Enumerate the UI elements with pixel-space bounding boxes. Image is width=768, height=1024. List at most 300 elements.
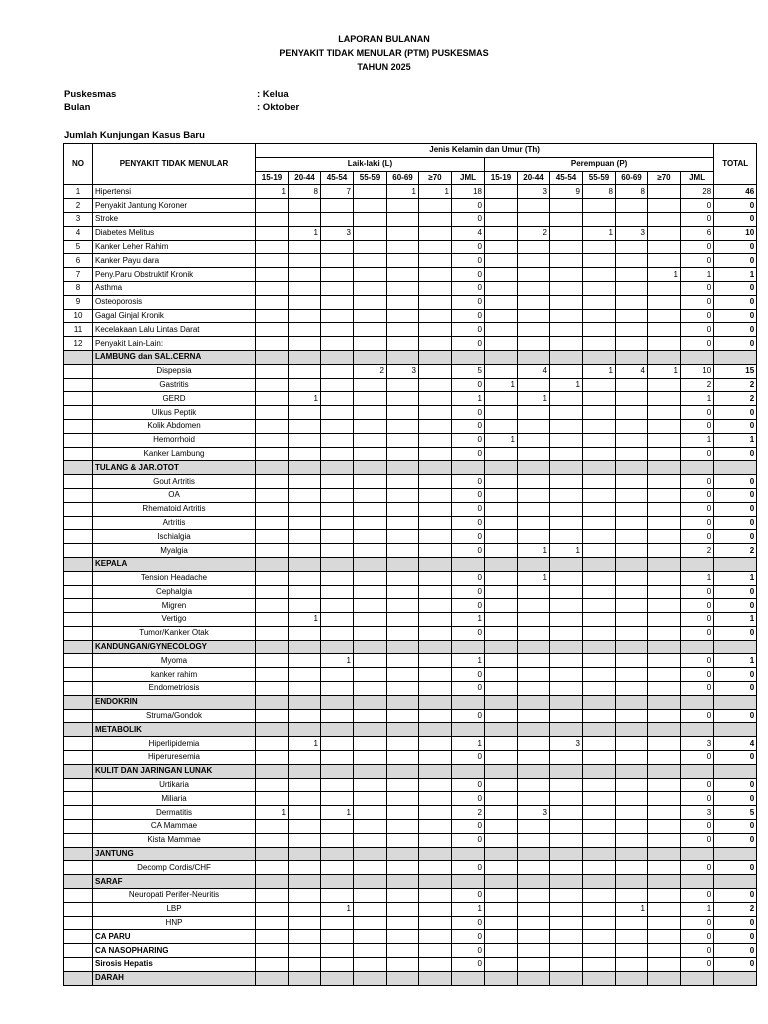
female-count-cell xyxy=(485,185,518,199)
female-count-cell xyxy=(648,585,681,599)
female-count-cell xyxy=(550,212,583,226)
female-count-cell xyxy=(616,654,648,668)
female-count-cell xyxy=(616,557,648,571)
female-count-cell: 0 xyxy=(681,820,714,834)
male-count-cell xyxy=(256,668,289,682)
male-count-cell xyxy=(387,668,419,682)
male-count-cell xyxy=(289,585,321,599)
female-count-cell xyxy=(616,792,648,806)
age-col-male: 15-19 xyxy=(256,171,289,185)
female-count-cell xyxy=(550,226,583,240)
female-count-cell xyxy=(550,350,583,364)
male-count-cell xyxy=(321,461,354,475)
total-cell: 2 xyxy=(714,902,757,916)
female-count-cell xyxy=(550,502,583,516)
age-col-male: 60-69 xyxy=(387,171,419,185)
female-count-cell: 0 xyxy=(681,406,714,420)
male-count-cell xyxy=(321,709,354,723)
female-count-cell xyxy=(518,502,550,516)
disease-name: kanker rahim xyxy=(93,668,256,682)
female-count-cell xyxy=(648,544,681,558)
male-count-cell xyxy=(354,682,387,696)
total-cell: 0 xyxy=(714,585,757,599)
female-count-cell xyxy=(518,682,550,696)
female-count-cell xyxy=(550,833,583,847)
male-count-cell: 3 xyxy=(387,364,419,378)
disease-name: Sirosis Hepatis xyxy=(93,958,256,972)
age-col-female: ≥70 xyxy=(648,171,681,185)
total-cell: 0 xyxy=(714,916,757,930)
female-count-cell xyxy=(518,281,550,295)
female-count-cell xyxy=(485,488,518,502)
male-count-cell xyxy=(289,212,321,226)
female-count-cell xyxy=(485,654,518,668)
female-count-cell xyxy=(485,806,518,820)
female-count-cell xyxy=(518,309,550,323)
male-count-cell xyxy=(321,295,354,309)
female-count-cell: 1 xyxy=(616,902,648,916)
male-count-cell xyxy=(419,488,452,502)
female-count-cell xyxy=(485,847,518,861)
male-count-cell: 0 xyxy=(452,544,485,558)
disease-name: Endometriosis xyxy=(93,682,256,696)
row-no xyxy=(64,764,93,778)
male-count-cell xyxy=(321,930,354,944)
total-cell: 10 xyxy=(714,226,757,240)
male-count-cell: 1 xyxy=(321,654,354,668)
table-row xyxy=(64,254,757,268)
table-row xyxy=(64,889,757,903)
male-count-cell xyxy=(354,958,387,972)
table-row xyxy=(64,516,757,530)
male-count-cell xyxy=(289,695,321,709)
male-count-cell xyxy=(321,268,354,282)
male-count-cell: 1 xyxy=(256,806,289,820)
female-count-cell xyxy=(616,254,648,268)
female-count-cell xyxy=(616,212,648,226)
male-count-cell xyxy=(256,406,289,420)
category-row xyxy=(64,695,757,709)
female-count-cell xyxy=(550,406,583,420)
male-count-cell xyxy=(321,778,354,792)
female-count-cell: 0 xyxy=(681,530,714,544)
female-count-cell xyxy=(518,475,550,489)
female-count-cell xyxy=(583,640,616,654)
disease-name: Penyakit Jantung Koroner xyxy=(93,199,256,213)
female-count-cell xyxy=(616,240,648,254)
male-count-cell xyxy=(387,847,419,861)
female-count-cell xyxy=(681,350,714,364)
male-count-cell xyxy=(419,902,452,916)
female-count-cell xyxy=(550,516,583,530)
male-count-cell xyxy=(419,337,452,351)
female-count-cell: 0 xyxy=(681,654,714,668)
male-count-cell xyxy=(289,323,321,337)
female-count-cell: 1 xyxy=(648,268,681,282)
female-count-cell xyxy=(485,613,518,627)
female-count-cell xyxy=(583,723,616,737)
table-row xyxy=(64,806,757,820)
female-count-cell: 9 xyxy=(550,185,583,199)
female-count-cell xyxy=(550,613,583,627)
total-cell: 0 xyxy=(714,626,757,640)
table-row xyxy=(64,682,757,696)
female-count-cell xyxy=(583,916,616,930)
male-count-cell xyxy=(354,613,387,627)
row-no xyxy=(64,419,93,433)
report-title-line-1: LAPORAN BULANAN xyxy=(338,34,430,44)
female-count-cell: 3 xyxy=(518,806,550,820)
total-cell: 0 xyxy=(714,323,757,337)
age-col-female: 15-19 xyxy=(485,171,518,185)
row-no xyxy=(64,613,93,627)
female-count-cell xyxy=(550,958,583,972)
male-count-cell xyxy=(354,640,387,654)
female-count-cell xyxy=(583,461,616,475)
male-count-cell xyxy=(452,557,485,571)
female-count-cell xyxy=(616,723,648,737)
female-count-cell xyxy=(616,268,648,282)
male-count-cell xyxy=(256,944,289,958)
male-count-cell xyxy=(419,281,452,295)
male-count-cell xyxy=(354,861,387,875)
male-count-cell: 1 xyxy=(289,613,321,627)
male-count-cell xyxy=(354,337,387,351)
male-count-cell xyxy=(419,392,452,406)
total-cell: 0 xyxy=(714,309,757,323)
male-count-cell xyxy=(256,364,289,378)
male-count-cell xyxy=(256,281,289,295)
male-count-cell: 0 xyxy=(452,682,485,696)
male-count-cell xyxy=(289,902,321,916)
female-count-cell xyxy=(518,737,550,751)
female-count-cell xyxy=(648,902,681,916)
male-count-cell: 5 xyxy=(452,364,485,378)
male-count-cell xyxy=(452,640,485,654)
male-count-cell xyxy=(256,695,289,709)
female-count-cell: 0 xyxy=(681,447,714,461)
female-count-cell: 0 xyxy=(681,709,714,723)
male-count-cell xyxy=(321,337,354,351)
female-count-cell: 28 xyxy=(681,185,714,199)
female-count-cell xyxy=(518,751,550,765)
male-count-cell xyxy=(289,778,321,792)
male-count-cell xyxy=(354,695,387,709)
row-no: 7 xyxy=(64,268,93,282)
total-cell xyxy=(714,764,757,778)
table-row xyxy=(64,185,757,199)
male-count-cell xyxy=(289,337,321,351)
row-no xyxy=(64,475,93,489)
male-count-cell xyxy=(289,820,321,834)
female-count-cell xyxy=(648,889,681,903)
male-count-cell xyxy=(387,778,419,792)
total-cell: 1 xyxy=(714,268,757,282)
female-count-cell xyxy=(583,944,616,958)
male-count-cell xyxy=(256,833,289,847)
female-count-cell xyxy=(648,516,681,530)
row-no xyxy=(64,626,93,640)
row-no xyxy=(64,516,93,530)
female-count-cell xyxy=(485,833,518,847)
table-row xyxy=(64,599,757,613)
female-count-cell: 0 xyxy=(681,668,714,682)
male-count-cell xyxy=(256,930,289,944)
male-count-cell: 0 xyxy=(452,820,485,834)
disease-name: Artritis xyxy=(93,516,256,530)
male-count-cell xyxy=(387,323,419,337)
row-no xyxy=(64,958,93,972)
male-count-cell xyxy=(354,392,387,406)
total-cell xyxy=(714,847,757,861)
row-no xyxy=(64,916,93,930)
female-count-cell: 1 xyxy=(518,544,550,558)
total-cell: 0 xyxy=(714,475,757,489)
female-count-cell xyxy=(616,406,648,420)
male-count-cell xyxy=(289,364,321,378)
disease-name: Diabetes Melitus xyxy=(93,226,256,240)
male-count-cell xyxy=(419,557,452,571)
female-count-cell xyxy=(648,778,681,792)
female-count-cell xyxy=(485,530,518,544)
female-count-cell xyxy=(681,461,714,475)
female-count-cell: 0 xyxy=(681,419,714,433)
table-row xyxy=(64,378,757,392)
female-count-cell xyxy=(550,930,583,944)
male-count-cell xyxy=(256,737,289,751)
male-count-cell xyxy=(289,599,321,613)
female-count-cell xyxy=(648,668,681,682)
female-count-cell xyxy=(485,461,518,475)
row-no xyxy=(64,488,93,502)
disease-name: OA xyxy=(93,488,256,502)
male-count-cell: 1 xyxy=(289,226,321,240)
male-count-cell xyxy=(321,350,354,364)
male-count-cell xyxy=(289,502,321,516)
total-cell: 0 xyxy=(714,833,757,847)
female-count-cell xyxy=(583,902,616,916)
disease-name: Kanker Payu dara xyxy=(93,254,256,268)
female-count-cell xyxy=(583,682,616,696)
male-count-cell xyxy=(256,902,289,916)
female-count-cell xyxy=(583,626,616,640)
disease-name: Rhematoid Artritis xyxy=(93,502,256,516)
male-count-cell xyxy=(354,406,387,420)
female-count-cell xyxy=(518,668,550,682)
female-count-cell: 1 xyxy=(681,902,714,916)
male-count-cell xyxy=(256,350,289,364)
female-count-cell xyxy=(485,268,518,282)
male-count-cell: 1 xyxy=(452,654,485,668)
female-count-cell xyxy=(681,723,714,737)
male-count-cell xyxy=(387,212,419,226)
male-count-cell xyxy=(256,723,289,737)
female-count-cell xyxy=(583,930,616,944)
male-count-cell xyxy=(419,682,452,696)
category-name: LAMBUNG dan SAL.CERNA xyxy=(93,350,256,364)
male-count-cell: 0 xyxy=(452,916,485,930)
male-count-cell xyxy=(321,488,354,502)
male-count-cell xyxy=(289,516,321,530)
table-row xyxy=(64,406,757,420)
table-row xyxy=(64,792,757,806)
total-cell: 0 xyxy=(714,889,757,903)
table-row xyxy=(64,571,757,585)
male-count-cell: 0 xyxy=(452,626,485,640)
report-title-line-2: PENYAKIT TIDAK MENULAR (PTM) PUSKESMAS xyxy=(279,48,489,58)
header-male: Laik-laki (L) xyxy=(256,157,485,171)
table-row xyxy=(64,944,757,958)
age-col-male: 20-44 xyxy=(289,171,321,185)
male-count-cell xyxy=(256,751,289,765)
male-count-cell xyxy=(354,268,387,282)
male-count-cell xyxy=(452,695,485,709)
male-count-cell xyxy=(419,668,452,682)
male-count-cell xyxy=(321,682,354,696)
row-no xyxy=(64,778,93,792)
female-count-cell xyxy=(583,709,616,723)
male-count-cell: 4 xyxy=(452,226,485,240)
female-count-cell xyxy=(518,833,550,847)
male-count-cell xyxy=(256,475,289,489)
table-row xyxy=(64,751,757,765)
disease-name: Urtikaria xyxy=(93,778,256,792)
category-name: KANDUNGAN/GYNECOLOGY xyxy=(93,640,256,654)
male-count-cell: 0 xyxy=(452,585,485,599)
male-count-cell xyxy=(256,530,289,544)
male-count-cell xyxy=(289,544,321,558)
category-row xyxy=(64,723,757,737)
disease-name: Asthma xyxy=(93,281,256,295)
female-count-cell: 0 xyxy=(681,254,714,268)
female-count-cell xyxy=(518,406,550,420)
table-row xyxy=(64,530,757,544)
female-count-cell xyxy=(648,530,681,544)
male-count-cell xyxy=(289,792,321,806)
female-count-cell xyxy=(550,875,583,889)
table-row xyxy=(64,392,757,406)
row-no xyxy=(64,737,93,751)
female-count-cell xyxy=(583,654,616,668)
row-no xyxy=(64,406,93,420)
male-count-cell xyxy=(321,254,354,268)
male-count-cell xyxy=(387,682,419,696)
male-count-cell: 0 xyxy=(452,488,485,502)
female-count-cell xyxy=(648,309,681,323)
male-count-cell xyxy=(256,626,289,640)
female-count-cell: 8 xyxy=(616,185,648,199)
female-count-cell xyxy=(518,723,550,737)
female-count-cell xyxy=(616,599,648,613)
male-count-cell: 0 xyxy=(452,833,485,847)
male-count-cell xyxy=(452,847,485,861)
male-count-cell xyxy=(387,833,419,847)
male-count-cell xyxy=(354,185,387,199)
female-count-cell xyxy=(616,447,648,461)
female-count-cell xyxy=(648,847,681,861)
male-count-cell xyxy=(419,447,452,461)
male-count-cell xyxy=(387,488,419,502)
female-count-cell: 3 xyxy=(518,185,550,199)
male-count-cell xyxy=(387,958,419,972)
female-count-cell: 0 xyxy=(681,833,714,847)
female-count-cell xyxy=(550,268,583,282)
header-total: TOTAL xyxy=(714,144,757,185)
male-count-cell: 1 xyxy=(419,185,452,199)
male-count-cell xyxy=(387,502,419,516)
male-count-cell xyxy=(419,502,452,516)
male-count-cell xyxy=(256,516,289,530)
female-count-cell xyxy=(583,516,616,530)
male-count-cell xyxy=(321,861,354,875)
female-count-cell xyxy=(583,309,616,323)
male-count-cell xyxy=(321,571,354,585)
table-row xyxy=(64,613,757,627)
female-count-cell: 1 xyxy=(681,268,714,282)
total-cell: 2 xyxy=(714,378,757,392)
female-count-cell xyxy=(616,585,648,599)
male-count-cell xyxy=(256,378,289,392)
header-no: NO xyxy=(64,144,93,185)
female-count-cell xyxy=(518,861,550,875)
male-count-cell xyxy=(452,350,485,364)
total-cell: 0 xyxy=(714,254,757,268)
male-count-cell xyxy=(419,958,452,972)
male-count-cell xyxy=(387,281,419,295)
total-cell xyxy=(714,695,757,709)
male-count-cell: 0 xyxy=(452,889,485,903)
male-count-cell xyxy=(387,309,419,323)
total-cell: 0 xyxy=(714,682,757,696)
female-count-cell xyxy=(648,751,681,765)
disease-name: Kista Mammae xyxy=(93,833,256,847)
male-count-cell xyxy=(419,599,452,613)
row-no xyxy=(64,544,93,558)
female-count-cell xyxy=(583,833,616,847)
male-count-cell xyxy=(354,668,387,682)
male-count-cell xyxy=(387,337,419,351)
female-count-cell xyxy=(485,281,518,295)
category-name: DARAH xyxy=(93,971,256,985)
female-count-cell xyxy=(550,281,583,295)
female-count-cell: 1 xyxy=(681,571,714,585)
female-count-cell: 0 xyxy=(681,626,714,640)
male-count-cell xyxy=(452,764,485,778)
male-count-cell: 0 xyxy=(452,378,485,392)
female-count-cell: 0 xyxy=(681,613,714,627)
male-count-cell xyxy=(387,599,419,613)
male-count-cell xyxy=(387,475,419,489)
total-cell: 2 xyxy=(714,392,757,406)
total-cell xyxy=(714,557,757,571)
female-count-cell xyxy=(518,902,550,916)
male-count-cell xyxy=(354,599,387,613)
female-count-cell: 4 xyxy=(518,364,550,378)
table-row xyxy=(64,778,757,792)
table-row xyxy=(64,833,757,847)
female-count-cell xyxy=(485,778,518,792)
male-count-cell xyxy=(419,806,452,820)
female-count-cell xyxy=(485,764,518,778)
disease-name: Kanker Lambung xyxy=(93,447,256,461)
female-count-cell xyxy=(518,199,550,213)
header-gender-age: Jenis Kelamin dan Umur (Th) xyxy=(256,144,714,158)
female-count-cell xyxy=(616,778,648,792)
disease-name: Peny.Paru Obstruktif Kronik xyxy=(93,268,256,282)
female-count-cell xyxy=(550,820,583,834)
female-count-cell xyxy=(616,613,648,627)
female-count-cell: 0 xyxy=(681,212,714,226)
